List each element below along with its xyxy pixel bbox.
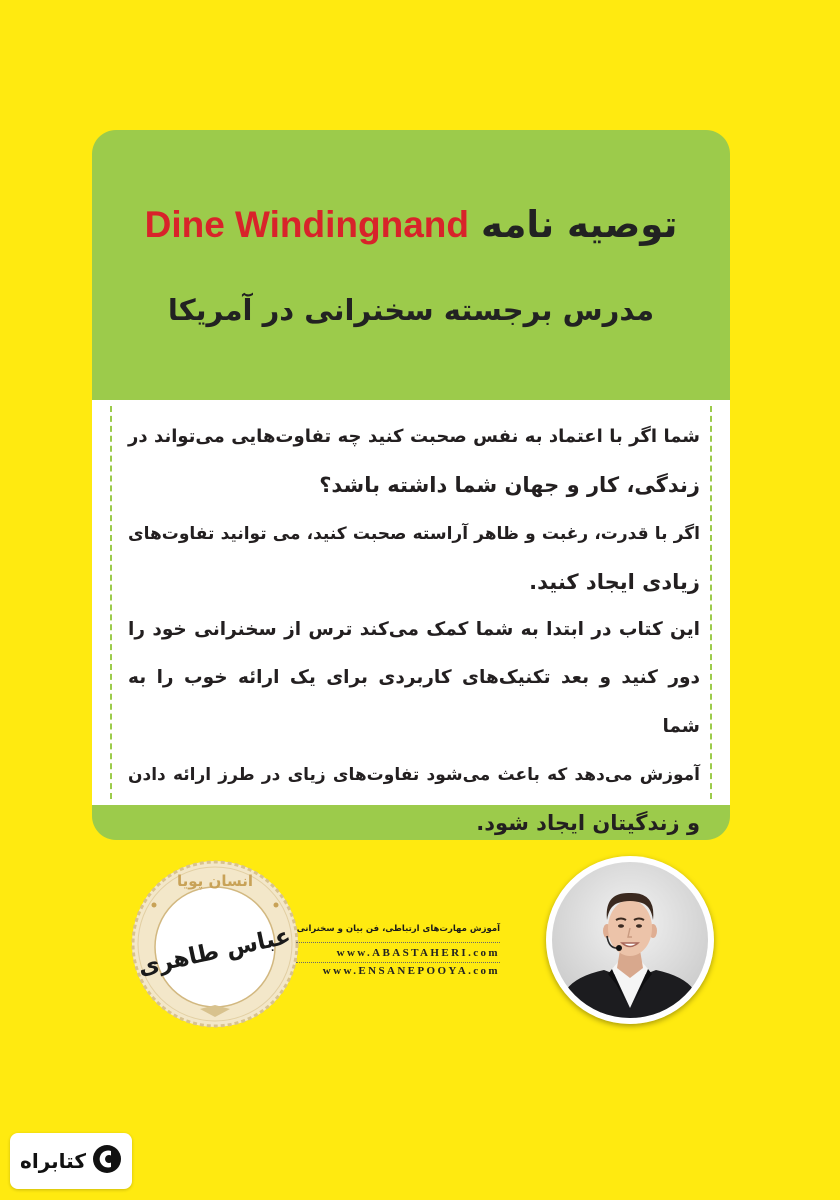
author-info — [290, 918, 500, 982]
publisher-badge[interactable] — [10, 1133, 132, 1189]
author-tagline: آموزش مهارت‌های ارتباطی، فن بیان و سخنرانی — [296, 924, 500, 934]
paragraph-1 — [128, 413, 700, 510]
dashed-border-right — [710, 406, 712, 799]
text-line: شما اگر با اعتماد به نفس صحبت کنید چه تفاوت‌هایی می‌تواند در — [128, 426, 700, 447]
website-ensanepooya[interactable]: www.ENSANEPOOYA.com — [322, 965, 500, 977]
recommendation-card — [92, 130, 730, 840]
text-line: دور کنید و بعد تکنیک‌های کاربردی برای یک ارائه خوب را به شما — [128, 667, 700, 737]
recommendation-title — [92, 201, 730, 249]
author-photo — [546, 856, 714, 1024]
title-persian: توصیه نامه — [481, 203, 678, 246]
recommender-subtitle: مدرس برجسته سخنرانی در آمریکا — [167, 293, 655, 327]
author-logo — [130, 859, 300, 1029]
logo-arc-text: انسان پویا — [177, 872, 253, 890]
text-line: آموزش می‌دهد که باعث می‌شود تفاوت‌های زیای در طرز ارائه دادن — [128, 765, 700, 786]
paragraph-3 — [128, 606, 700, 840]
recommender-name: Dine Windingnand — [144, 204, 469, 245]
dotted-divider — [296, 942, 500, 943]
paragraph-2 — [128, 510, 700, 607]
publisher-label: کتابراه — [20, 1149, 86, 1173]
text-line: زیادی ایجاد کنید. — [529, 569, 700, 594]
text-line: زندگی، کار و جهان شما داشته باشد؟ — [319, 473, 700, 498]
text-line: این کتاب در ابتدا به شما کمک می‌کند ترس از سخنرانی خود را — [128, 619, 700, 641]
logo-name: عباس طاهری — [136, 923, 294, 981]
dashed-border-left — [110, 406, 112, 799]
ketabrah-logo-icon — [92, 1144, 122, 1178]
website-abastaheri[interactable]: www.ABASTAHERI.com — [336, 947, 500, 959]
text-line: و زندگیتان ایجاد شود. — [476, 811, 700, 836]
text-line: اگر با قدرت، رغبت و ظاهر آراسته صحبت کنید، می توانید تفاوت‌های — [128, 523, 700, 544]
description-text — [128, 413, 700, 840]
